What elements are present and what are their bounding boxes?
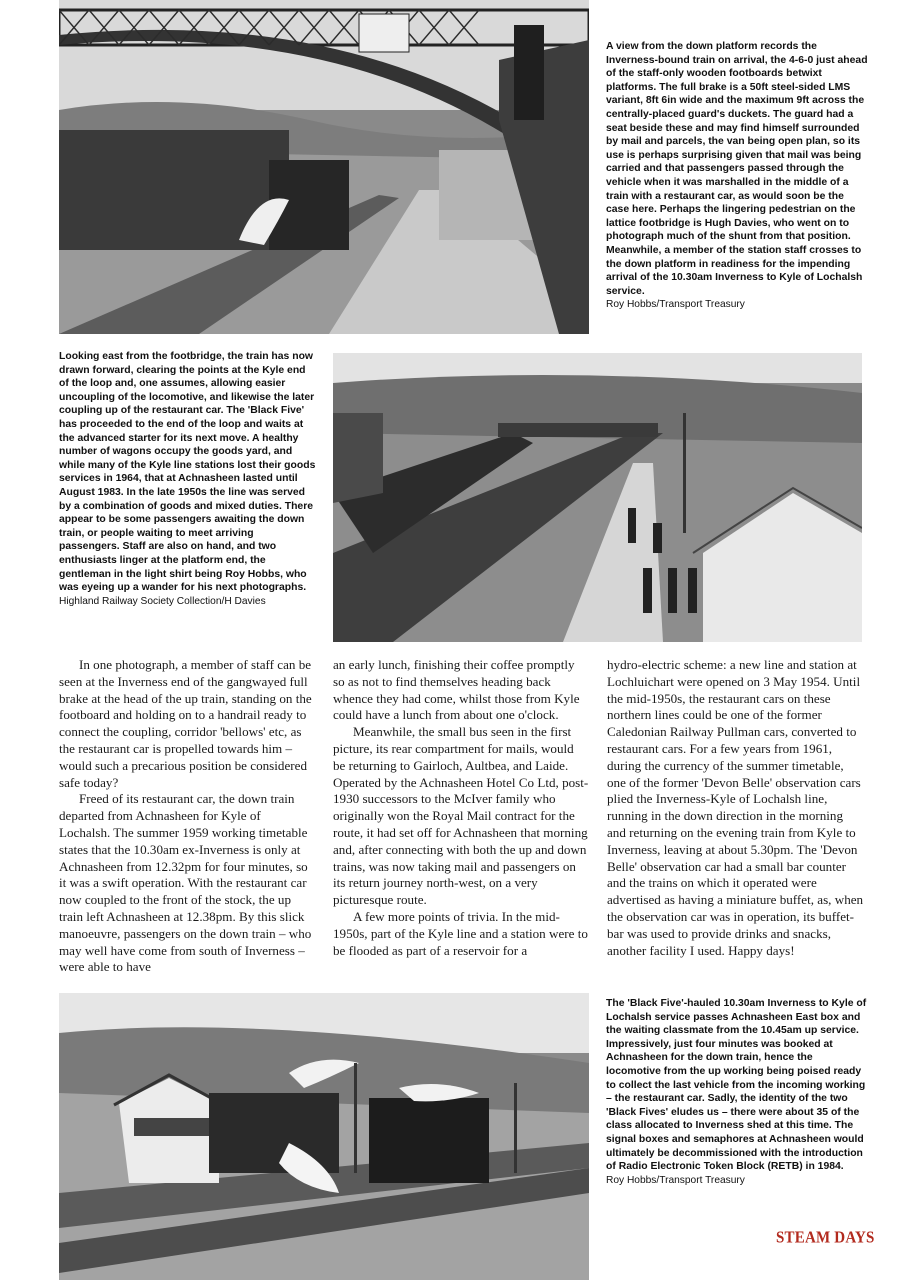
body-paragraph: In one photograph, a member of staff can be seen at the Inverness end of the gangwayed full brake at the head of the up train, standing on the footboard and holding on to a handrail ready to connect the coupling, corridor 'bellows' etc, as the restaurant car is propelled towards him – would such a precarious position be considered safe today? — [59, 657, 312, 790]
photo-footbridge-arrival — [59, 0, 589, 334]
body-paragraph: A few more points of trivia. In the mid-1950s, part of the Kyle line and a station were to be flooded as part of a reservoir for a — [333, 908, 588, 958]
caption-photo-1-credit: Roy Hobbs/Transport Treasury — [606, 299, 745, 311]
caption-photo-1-text: A view from the down platform records the Inverness-bound train on arrival, the 4-6-0 just ahead of the staff-only wooden footboards betwixt platforms. The full brake is a 50ft steel-sided LMS variant, 8ft 6in wide and the maximum 9ft across the centrally-placed guard's duckets. The guard had a seat beside these and may find himself surrounded by mail and parcels, the van being open plan, so its use is perhaps surprising given that mail was being carried and that passengers passed through the vehicle when it was marshalled in the middle of a train with a restaurant car, as would soon be the case here. Perhaps the lingering pedestrian on the lattice footbridge is Hugh Davies, who went on to photograph much of the shunt from that position. Meanwhile, a member of the station staff crosses to the down platform in readiness for the impending arrival of the 10.30am Inverness to Kyle of Lochalsh service. — [606, 41, 868, 297]
magazine-brand-logo: STEAM DAYS — [776, 1228, 875, 1248]
caption-photo-1 — [606, 40, 868, 312]
caption-photo-3 — [606, 997, 868, 1187]
caption-photo-3-text: The 'Black Five'-hauled 10.30am Inverness to Kyle of Lochalsh service passes Achnasheen East box and the waiting classmate from the 10.45am up service. Impressively, just four minutes was booked at Achnasheen for the down train, hence the locomotive from the up working being poised ready to collect the last vehicle from the incoming working – the restaurant car. Sadly, the identity of the two 'Black Fives' eludes us – there were about 35 of the class allocated to Inverness shed at this time. The signal boxes and semaphores at Achnasheen would ultimately be decommissioned with the introduction of Radio Electronic Token Block (RETB) in 1984. — [606, 998, 867, 1173]
body-paragraph: Meanwhile, the small bus seen in the first picture, its rear compartment for mails, would be returning to Gairloch, Aultbea, and Laide. Operated by the Achnasheen Hotel Co Ltd, post-1930 successors to the McIver family who originally won the Royal Mail contract for the route, it had set off for Achnasheen that morning and, after connecting with both the up and down trains, was now taking mail and passengers on its return journey north-west, on a very picturesque route. — [333, 724, 589, 908]
body-column-3 — [607, 657, 865, 959]
body-column-2 — [333, 657, 589, 959]
caption-photo-3-credit: Roy Hobbs/Transport Treasury — [606, 1174, 745, 1186]
photo-view-east — [333, 353, 862, 642]
body-paragraph: hydro-electric scheme: a new line and station at Lochluichart were opened on 3 May 1954. Until the mid-1950s, the restaurant cars on these northern lines could be one of the former Caledonian Railway Pullman cars, converted to restaurant cars. For a few years from 1961, during the currency of the summer timetable, one of the former 'Devon Belle' observation cars plied the Inverness-Kyle of Lochalsh line, running in the down direction in the morning and returning on the evening train from Kyle to Inverness, leaving at about 5.30pm. The 'Devon Belle' observation car had a small bar counter and the trains on which it operated were advertised as having a miniature buffet, as, when the observation car was in operation, its buffet-bar was used to provide drinks and snacks, another facility I used. Happy days! — [607, 657, 864, 958]
body-column-1 — [59, 657, 315, 976]
body-paragraph: an early lunch, finishing their coffee promptly so as not to find themselves heading back whence they had come, whilst those from Kyle could have a lunch from about one o'clock. — [333, 657, 580, 723]
photo-black-fives-signal-box — [59, 993, 589, 1280]
caption-photo-2-credit: Highland Railway Society Collection/H Davies — [59, 595, 266, 607]
body-paragraph: Freed of its restaurant car, the down train departed from Achnasheen for Kyle of Lochalsh. The summer 1959 working timetable states that the 10.30am ex-Inverness is only at Achnasheen from 12.32pm for four minutes, so it was a swift operation. With the restaurant car now coupled to the front of the stock, the up train left Achnasheen at 12.38pm. By this slick manoeuvre, passengers on the down train – who may well have come from south of Inverness – were able to have — [59, 791, 312, 975]
caption-photo-2 — [59, 350, 317, 608]
caption-photo-2-text: Looking east from the footbridge, the train has now drawn forward, clearing the points at the Kyle end of the loop and, one assumes, allowing easier uncoupling of the locomotive, and likewise the later coupling up of the restaurant car. The 'Black Five' has proceeded to the end of the loop and waits at the advanced starter for its next move. A healthy number of wagons occupy the goods yard, and while many of the Kyle line stations lost their goods services in 1964, that at Achnasheen lasted until August 1983. In the late 1950s the line was served by a combination of goods and mixed duties. There appear to be some passengers awaiting the down train, or people waiting to meet arriving passengers. Staff are also on hand, and two enthusiasts linger at the platform end, the gentleman in the light shirt being Roy Hobbs, who was eyeing up a wander for his next photographs. — [59, 351, 316, 594]
